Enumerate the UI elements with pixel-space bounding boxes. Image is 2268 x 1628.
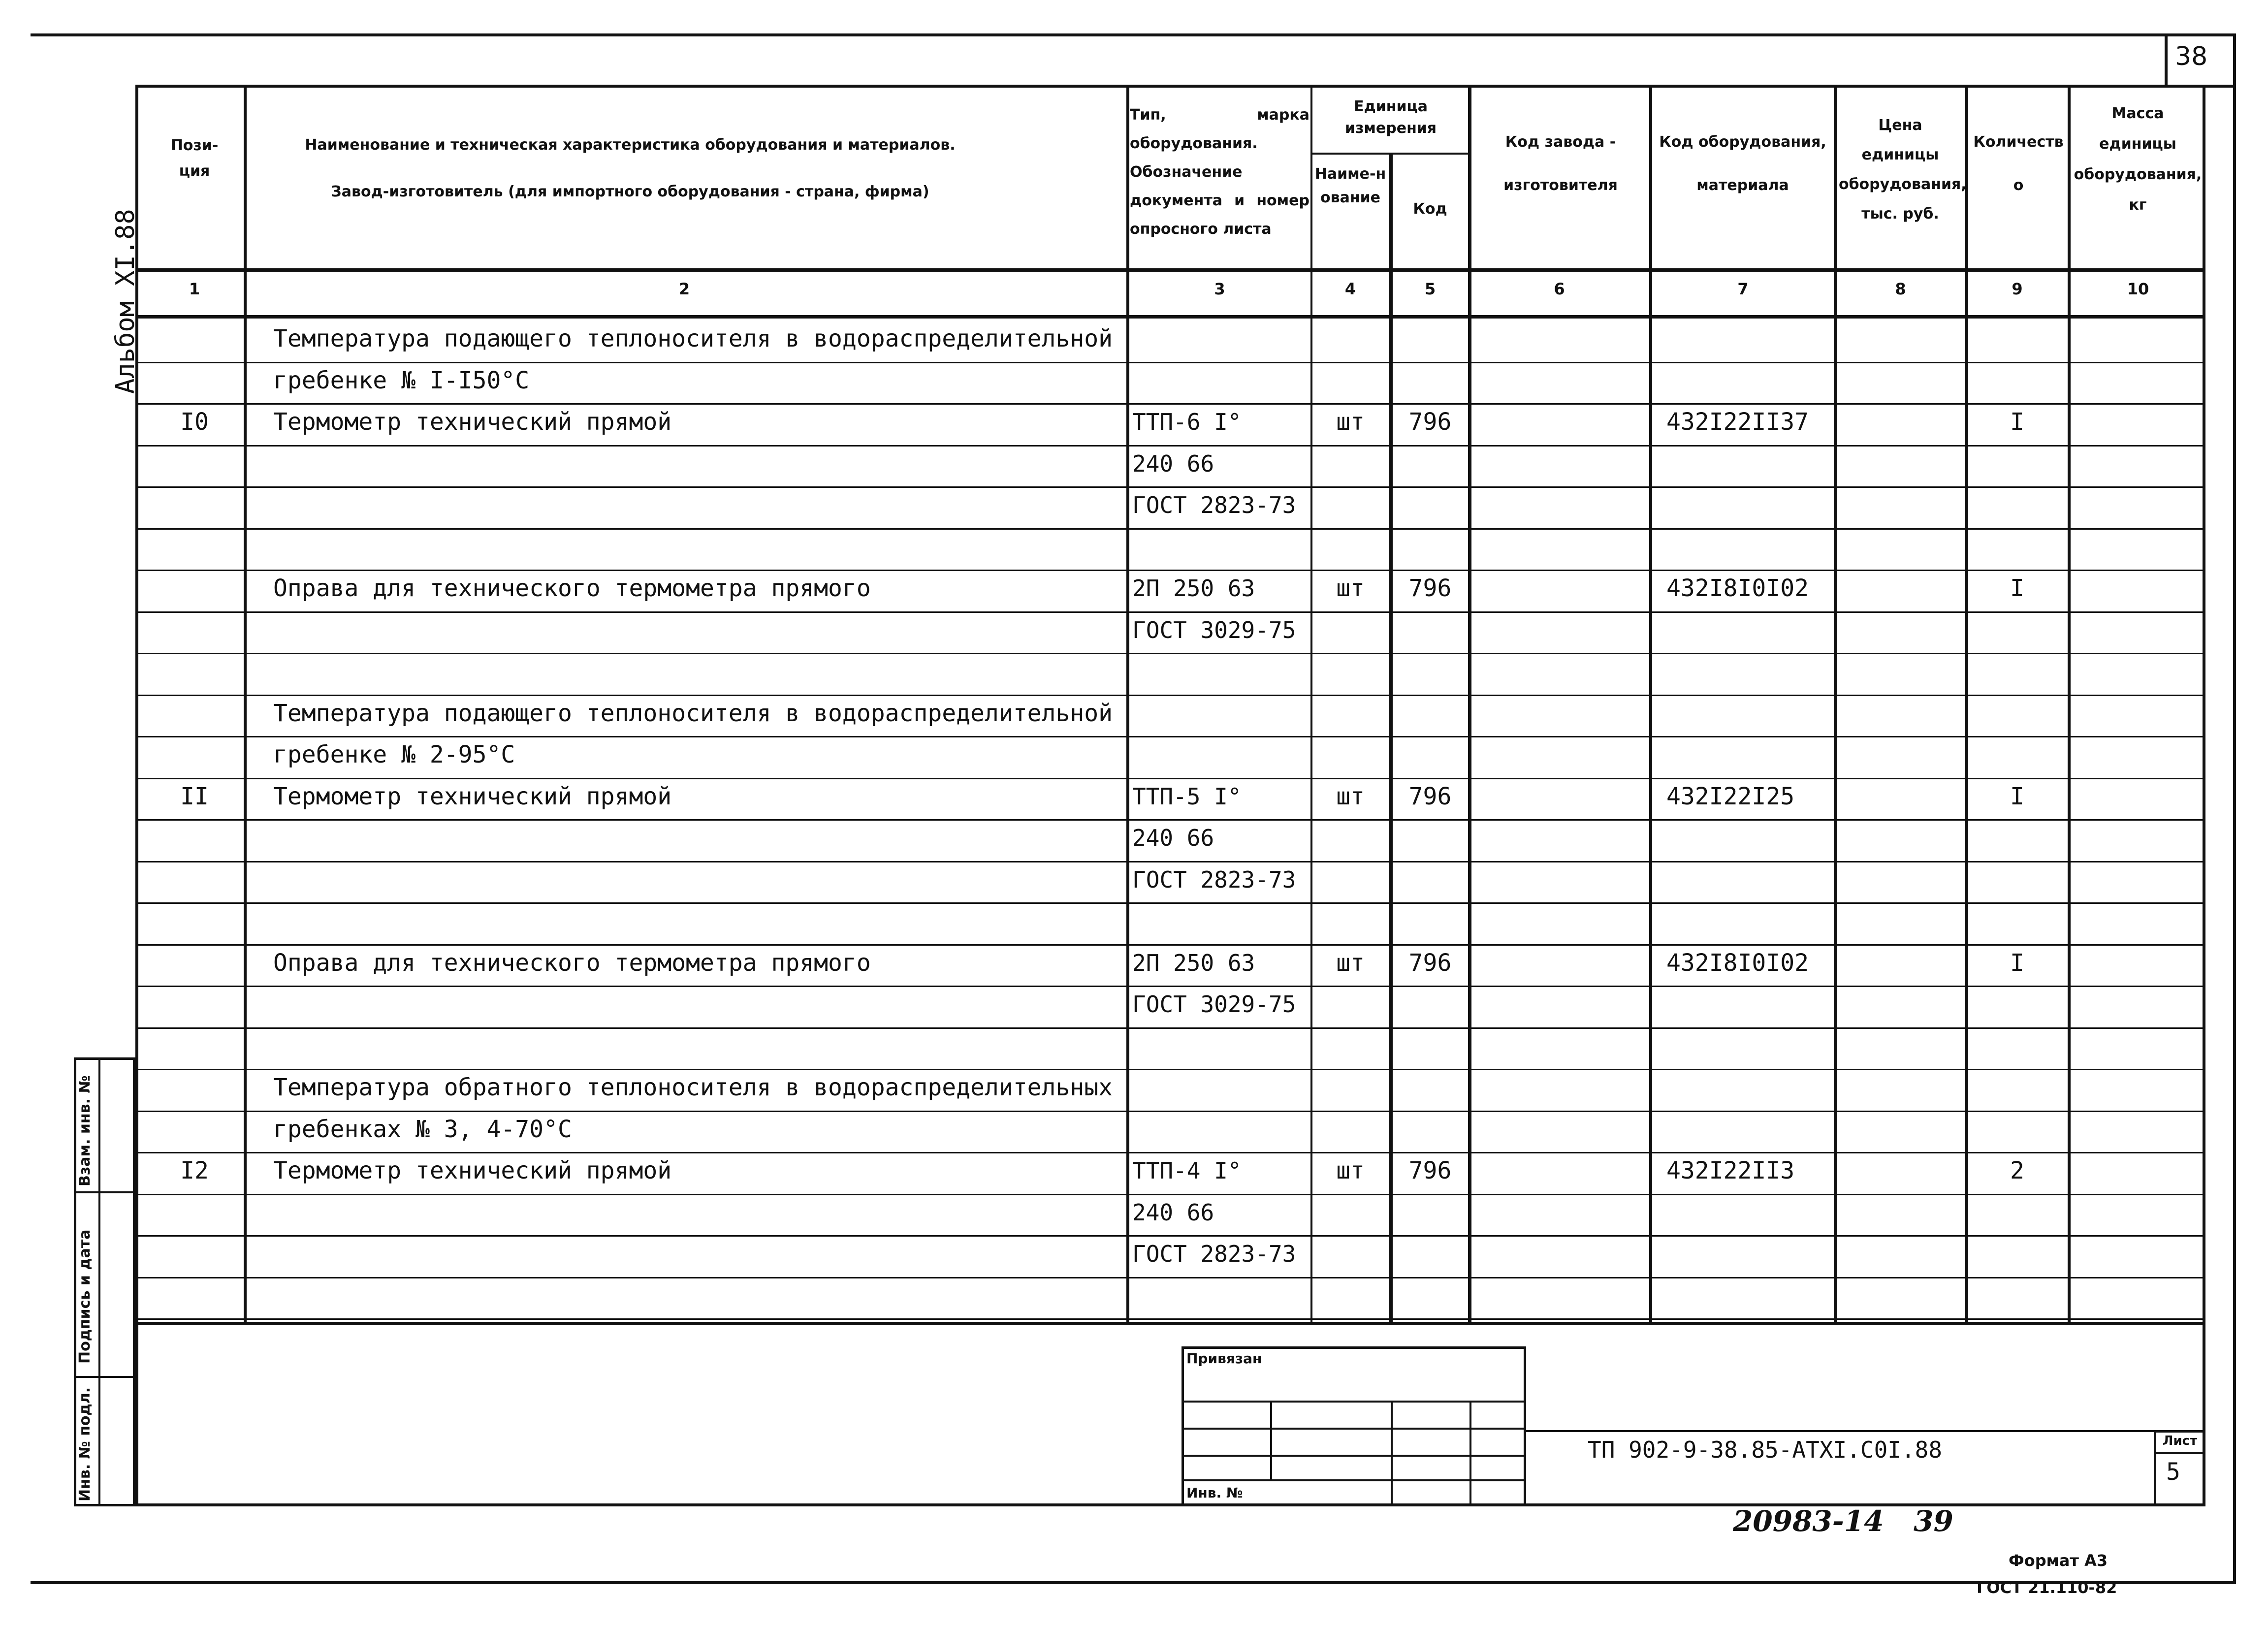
cell-eq-code: 432I8I0I02 <box>1666 575 1809 602</box>
colnum-10: 10 <box>2127 280 2149 298</box>
cell-qty: I <box>2010 575 2024 602</box>
gost-label: ГОСТ 21.110-82 <box>1977 1578 2117 1597</box>
table-row-line <box>135 1277 2205 1278</box>
colnum-7: 7 <box>1737 280 1749 298</box>
colnum-8: 8 <box>1895 280 1906 298</box>
table-row-line <box>135 1194 2205 1195</box>
cell-type: 240 66 <box>1132 1199 1214 1226</box>
table-row-line <box>135 611 2205 613</box>
sheet-value: 5 <box>2166 1458 2180 1486</box>
cell-type: ГОСТ 2823-73 <box>1132 492 1296 518</box>
table-row-line <box>135 1235 2205 1237</box>
handwritten-number: 20983-14 39 <box>1733 1504 1953 1538</box>
cell-eq-code: 432I22II3 <box>1666 1157 1795 1184</box>
table-row-line <box>135 861 2205 862</box>
cell-name: гребенках № 3, 4-70°С <box>273 1115 572 1143</box>
header-price: Цена единицы оборудования, тыс. руб. <box>1839 117 1967 223</box>
doc-code-top-line <box>1526 1430 2205 1432</box>
table-row-line <box>135 403 2205 405</box>
table-row-line <box>135 653 2205 654</box>
cell-unit: шт <box>1336 575 1365 602</box>
colnum-3: 3 <box>1214 280 1225 298</box>
cell-qty: I <box>2010 782 2024 810</box>
colnum-1: 1 <box>189 280 200 298</box>
side-stamp-line <box>74 1376 135 1378</box>
album-label: Альбом XI.88 <box>111 209 140 394</box>
header-unit-code: Код <box>1413 200 1447 218</box>
table-row-line <box>135 362 2205 363</box>
cell-unit: шт <box>1336 408 1365 436</box>
cell-type: ТТП-5 I° <box>1132 783 1242 810</box>
col-line <box>1389 153 1393 1325</box>
cell-qty: I <box>2010 408 2024 436</box>
bound-vline <box>1391 1401 1393 1506</box>
side-stamp-line <box>74 1191 135 1193</box>
table-row-line <box>135 695 2205 696</box>
colnum-2: 2 <box>678 280 690 298</box>
cell-unit: шт <box>1336 782 1365 810</box>
cell-type: 2П 250 63 <box>1132 949 1255 976</box>
side-stamp-divider <box>98 1057 100 1506</box>
cell-name: Оправа для технического термометра прямого <box>273 949 871 977</box>
colnum-6: 6 <box>1554 280 1565 298</box>
cell-name: Температура обратного теплоносителя в водораспределительных <box>273 1074 1113 1101</box>
cell-name: гребенке № I-I50°С <box>273 366 530 394</box>
cell-eq-code: 432I22II37 <box>1666 408 1809 436</box>
header-subline <box>1310 153 1468 155</box>
cell-pos: I2 <box>180 1157 209 1184</box>
header-position: Пози- ция <box>170 137 219 180</box>
cell-code: 796 <box>1408 408 1452 436</box>
table-row-line <box>135 986 2205 987</box>
header-mass: Масса единицы оборудования, кг <box>2074 105 2202 214</box>
cell-eq-code: 432I8I0I02 <box>1666 949 1809 977</box>
cell-type: ГОСТ 2823-73 <box>1132 866 1296 893</box>
cell-pos: II <box>180 782 209 810</box>
table-row-line <box>135 1069 2205 1070</box>
cell-name: Температура подающего теплоносителя в водораспределительной <box>273 325 1113 352</box>
cell-qty: 2 <box>2010 1157 2024 1184</box>
header-factory-code: Код завода - изготовителя <box>1503 133 1618 194</box>
table-row-line <box>135 778 2205 779</box>
header-quantity: Количество <box>1973 133 2064 194</box>
cell-type: 2П 250 63 <box>1132 575 1255 602</box>
colnum-5: 5 <box>1424 280 1436 298</box>
table-row-line <box>135 944 2205 946</box>
cell-type: ТТП-6 I° <box>1132 409 1242 435</box>
header-equipment-code: Код оборудования, материала <box>1659 133 1826 194</box>
side-inv-original: Инв. № подл. <box>76 1387 94 1501</box>
table-row-line <box>135 1318 2205 1320</box>
cell-code: 796 <box>1408 782 1452 810</box>
table-row-line <box>135 736 2205 737</box>
cell-type: ТТП-4 I° <box>1132 1157 1242 1184</box>
cell-eq-code: 432I22I25 <box>1666 782 1795 810</box>
header-name-line1: Наименование и техническая характеристика оборудования и материалов. <box>305 136 956 154</box>
cell-type: ГОСТ 3029-75 <box>1132 616 1296 643</box>
table-row-line <box>135 528 2205 530</box>
header-type: Тип, марка оборудования. Обозначение документа и номер опросного листа <box>1130 106 1310 238</box>
bound-line <box>1182 1455 1526 1457</box>
bound-line <box>1182 1401 1526 1403</box>
cell-name: Термометр технический прямой <box>273 1157 672 1184</box>
cell-name: Температура подающего теплоносителя в водораспределительной <box>273 699 1113 727</box>
bound-vline <box>1270 1401 1272 1479</box>
header-unit: Единица измерения <box>1344 98 1437 137</box>
table-row-line <box>135 1152 2205 1153</box>
title-block <box>135 1322 2205 1506</box>
doc-code: ТП 902-9-38.85-АТХI.С0I.88 <box>1588 1436 1943 1463</box>
header-name-line2: Завод-изготовитель (для импортного оборудования - страна, фирма) <box>331 183 929 200</box>
header-unit-name: Наиме-нование <box>1314 165 1386 206</box>
sheet-label: Лист <box>2162 1434 2198 1448</box>
table-row-line <box>135 1111 2205 1112</box>
cell-name: Термометр технический прямой <box>273 782 672 810</box>
format-label: Формат А3 <box>2009 1551 2108 1570</box>
cell-code: 796 <box>1408 1157 1452 1184</box>
cell-unit: шт <box>1336 1157 1365 1184</box>
colnum-9: 9 <box>2012 280 2023 298</box>
cell-type: ГОСТ 2823-73 <box>1132 1241 1296 1267</box>
table-row-line <box>135 819 2205 821</box>
cell-type: ГОСТ 3029-75 <box>1132 991 1296 1018</box>
table-row-line <box>135 486 2205 488</box>
cell-pos: I0 <box>180 408 209 436</box>
side-replaced-inv: Взам. инв. № <box>76 1075 94 1186</box>
bound-line <box>1182 1428 1526 1430</box>
cell-name: Оправа для технического термометра прямого <box>273 575 871 602</box>
table-row-line <box>135 1027 2205 1029</box>
cell-code: 796 <box>1408 575 1452 602</box>
cell-qty: I <box>2010 949 2024 977</box>
colnum-4: 4 <box>1344 280 1356 298</box>
colnum-bottom-line <box>135 315 2205 319</box>
table-row-line <box>135 570 2205 571</box>
header-bottom-line <box>135 268 2205 272</box>
cell-code: 796 <box>1408 949 1452 977</box>
cell-name: гребенке № 2-95°С <box>273 741 515 768</box>
inv-label: Инв. № <box>1186 1485 1243 1501</box>
table-row-line <box>135 902 2205 904</box>
cell-type: 240 66 <box>1132 825 1214 851</box>
cell-name: Термометр технический прямой <box>273 408 672 436</box>
cell-type: 240 66 <box>1132 450 1214 477</box>
bound-vline <box>1469 1401 1471 1506</box>
bound-label: Привязан <box>1186 1350 1262 1367</box>
side-signature-date: Подпись и дата <box>76 1229 94 1364</box>
table-row-line <box>135 445 2205 447</box>
cell-unit: шт <box>1336 949 1365 977</box>
sheet-number-top: 38 <box>2175 42 2208 71</box>
